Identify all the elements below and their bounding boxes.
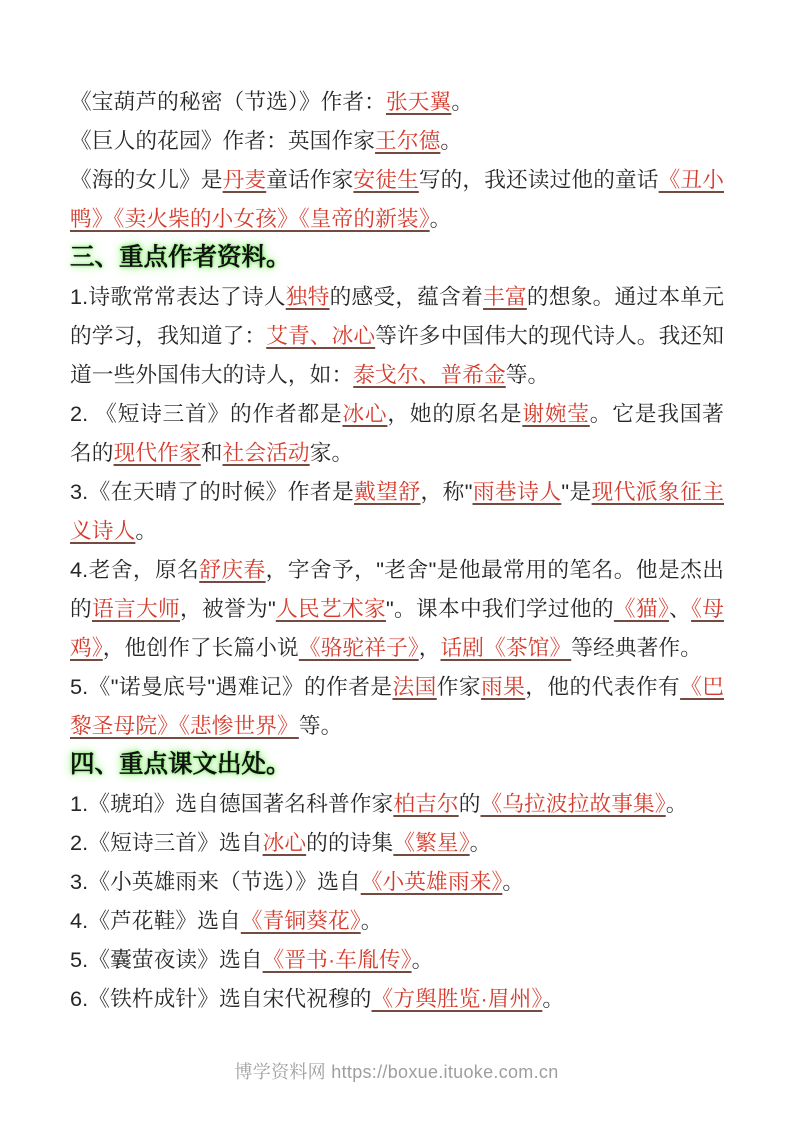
key-term: 《骆驼祥子》	[298, 635, 419, 660]
text-run: ，他的代表作有	[525, 674, 681, 699]
key-term: 人民艺术家	[275, 596, 386, 621]
text-run: 1.《琥珀》选自德国著名科普作家	[70, 791, 394, 816]
key-term: 话剧《茶馆》	[440, 635, 572, 660]
text-run: 和	[200, 440, 223, 465]
text-run: 的感受，蕴含着	[329, 284, 484, 309]
text-run: 6.《铁杵成针》选自宋代祝穆的	[70, 986, 372, 1011]
text-run: 等经典著作。	[571, 635, 702, 660]
key-term: 泰戈尔、普希金	[353, 362, 506, 387]
key-term: 法国	[392, 674, 437, 699]
key-term: 艾青、冰心	[266, 323, 376, 348]
paragraph	[70, 472, 724, 550]
paragraph	[70, 823, 724, 862]
key-term: 雨果	[480, 674, 526, 699]
key-term: 张天翼	[385, 89, 452, 114]
key-term: 安徒生	[353, 167, 419, 192]
text-run: 《海的女儿》是	[70, 167, 223, 192]
text-run: 的想象。通过本单元的学习，我知道了：	[70, 284, 725, 348]
text-run: "。课本中我们学过他的	[385, 596, 614, 621]
key-term: 丹麦	[222, 167, 267, 192]
text-run: 四、重点课文出处。	[70, 751, 291, 778]
text-run: 。	[440, 128, 463, 153]
paragraph	[70, 667, 724, 745]
key-term: 现代派象征主义诗人	[70, 479, 724, 543]
document-body	[70, 82, 724, 1018]
text-run: 2.《短诗三首》选自	[70, 830, 263, 855]
key-term: 《青铜葵花》	[240, 908, 361, 933]
text-run: ，字舍予，"老舍"是他最常用的笔名。他是杰出的	[70, 557, 724, 621]
key-term: 冰心	[262, 830, 307, 855]
text-run: 。	[665, 791, 688, 816]
text-run: 写的，我还读过他的童话	[418, 167, 659, 192]
paragraph	[70, 82, 724, 121]
key-term: 舒庆春	[199, 557, 266, 582]
section-heading	[70, 238, 724, 277]
key-term: 《乌拉波拉故事集》	[480, 791, 666, 816]
text-run: 。	[469, 830, 492, 855]
key-term: 雨巷诗人	[472, 479, 562, 504]
text-run: 2. 《短诗三首》的作者都是	[70, 401, 343, 426]
text-run: 。	[542, 986, 565, 1011]
key-term: 语言大师	[92, 596, 180, 621]
text-run: 的的诗集	[306, 830, 394, 855]
paragraph	[70, 550, 724, 667]
key-term: 独特	[285, 284, 330, 309]
text-run: 。它是我国著名的	[70, 401, 724, 465]
text-run: 。	[429, 206, 452, 231]
text-run: 1.诗歌常常表达了诗人	[70, 284, 286, 309]
text-run: 、	[669, 596, 692, 621]
text-run: ，称"	[420, 479, 473, 504]
text-run: 。	[135, 518, 158, 543]
text-run: 的	[458, 791, 481, 816]
key-term: 王尔德	[375, 128, 441, 153]
text-run: 5.《"诺曼底号"遇难记》的作者是	[70, 674, 393, 699]
paragraph	[70, 901, 724, 940]
paragraph	[70, 940, 724, 979]
key-term: 《方舆胜览·眉州》	[371, 986, 543, 1011]
key-term: 《繁星》	[393, 830, 470, 855]
text-run: 三、重点作者资料。	[70, 244, 291, 271]
key-term: 柏吉尔	[393, 791, 459, 816]
text-run: 4.老舍，原名	[70, 557, 200, 582]
key-term: 《巴黎圣母院》《悲惨世界》	[70, 674, 725, 738]
text-run: 《巨人的花园》作者：英国作家	[70, 128, 376, 153]
text-run: 等许多中国伟大的现代诗人。我还知道一些外国伟大的诗人，如：	[70, 323, 724, 387]
footer-watermark: 博学资料网 https://boxue.ituoke.com.cn	[234, 1062, 559, 1082]
text-run: 3.《在天晴了的时候》作者是	[70, 479, 355, 504]
paragraph	[70, 784, 724, 823]
key-term: 《母鸡》	[70, 596, 724, 660]
paragraph	[70, 277, 724, 394]
key-term: 现代作家	[113, 440, 201, 465]
text-run: 。	[411, 947, 434, 972]
key-term: 戴望舒	[354, 479, 421, 504]
key-term: 《小英雄雨来》	[360, 869, 503, 894]
paragraph	[70, 394, 724, 472]
text-run: 。	[502, 869, 525, 894]
text-run: ，她的原名是	[387, 401, 523, 426]
key-term: 《丑小鸭》《卖火柴的小女孩》《皇帝的新装》	[70, 167, 724, 231]
text-run: 童话作家	[266, 167, 354, 192]
key-term: 社会活动	[222, 440, 310, 465]
text-run: 。	[451, 89, 474, 114]
paragraph	[70, 862, 724, 901]
text-run: ，被誉为"	[179, 596, 276, 621]
text-run: 作家	[436, 674, 481, 699]
text-run: 家。	[309, 440, 354, 465]
text-run: "是	[561, 479, 592, 504]
section-heading	[70, 745, 724, 784]
text-run: ，他创作了长篇小说	[102, 635, 299, 660]
key-term: 丰富	[483, 284, 527, 309]
key-term: 冰心	[342, 401, 388, 426]
key-term: 《晋书·车胤传》	[262, 947, 412, 972]
key-term: 《猫》	[613, 596, 670, 621]
text-run: 《宝葫芦的秘密（节选）》作者：	[70, 89, 386, 114]
text-run: 4.《芦花鞋》选自	[70, 908, 241, 933]
text-run: 。	[360, 908, 383, 933]
text-run: 3.《小英雄雨来（节选）》选自	[70, 869, 361, 894]
text-run: 5.《囊萤夜读》选自	[70, 947, 263, 972]
text-run: ，	[418, 635, 441, 660]
text-run: 等。	[298, 713, 343, 738]
paragraph	[70, 121, 724, 160]
key-term: 谢婉莹	[522, 401, 590, 426]
text-run: 等。	[505, 362, 550, 387]
paragraph	[70, 979, 724, 1018]
paragraph	[70, 160, 724, 238]
